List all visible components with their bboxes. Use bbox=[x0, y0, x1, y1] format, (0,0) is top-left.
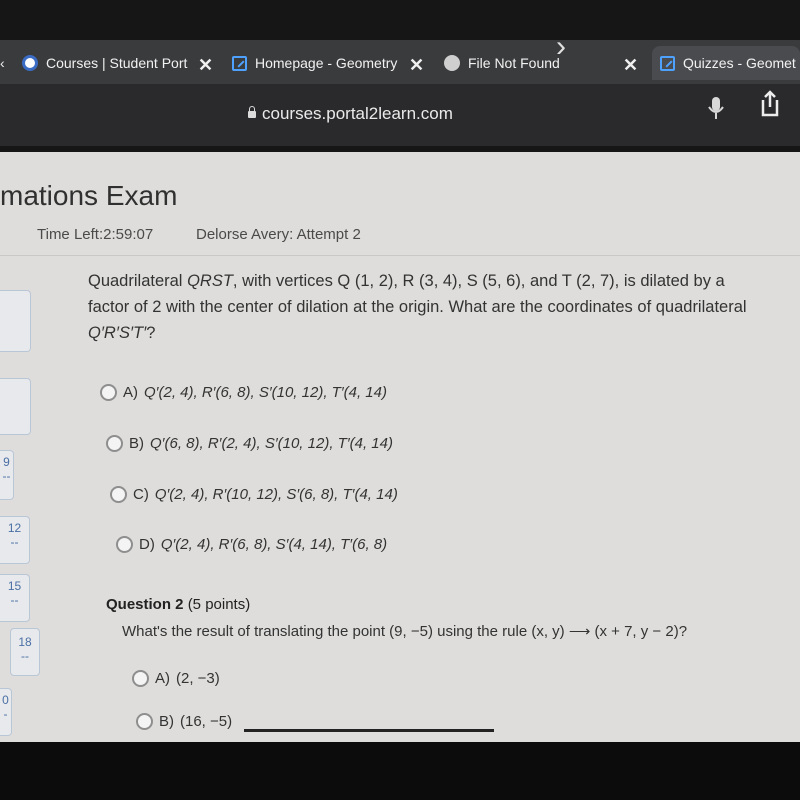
radio-button[interactable] bbox=[132, 670, 149, 687]
share-icon[interactable] bbox=[758, 88, 782, 118]
question-number: 0 bbox=[2, 693, 9, 707]
edit-favicon-icon bbox=[660, 56, 675, 71]
tab-label: Quizzes - Geomet bbox=[683, 55, 796, 71]
answer-option-a[interactable] bbox=[132, 670, 220, 687]
question-status: -- bbox=[10, 535, 19, 549]
microphone-icon[interactable] bbox=[706, 95, 726, 121]
tab-close-icon[interactable]: ✕ bbox=[623, 55, 639, 75]
radio-button[interactable] bbox=[116, 536, 133, 553]
lock-icon bbox=[248, 111, 256, 118]
option-text: (2, −3) bbox=[176, 670, 220, 687]
tab-label: Homepage - Geometry bbox=[255, 55, 398, 71]
globe-favicon-icon bbox=[444, 55, 460, 71]
question-nav-item[interactable] bbox=[0, 450, 14, 500]
question-2-heading bbox=[106, 596, 250, 613]
answer-option-c[interactable] bbox=[110, 486, 398, 503]
radio-button[interactable] bbox=[100, 384, 117, 401]
question-status: -- bbox=[2, 469, 11, 483]
edit-favicon-icon bbox=[232, 56, 247, 71]
divider bbox=[244, 729, 494, 732]
shape-name: Q′R′S′T′ bbox=[88, 324, 147, 342]
answer-option-b[interactable] bbox=[106, 435, 393, 452]
answer-option-a[interactable] bbox=[100, 384, 387, 401]
question-points: (5 points) bbox=[187, 596, 251, 613]
option-text: Q′(2, 4), R′(6, 8), S′(10, 12), T′(4, 14) bbox=[144, 384, 387, 401]
option-label: A) bbox=[123, 384, 138, 401]
question-1-text bbox=[88, 268, 748, 346]
question-nav-item[interactable] bbox=[0, 290, 31, 352]
answer-option-b[interactable] bbox=[136, 713, 232, 730]
answer-option-d[interactable] bbox=[116, 536, 387, 553]
option-text: Q′(2, 4), R′(6, 8), S′(4, 14), T′(6, 8) bbox=[160, 536, 388, 553]
question-text: , with vertices Q (1, 2), R (3, 4), S (5, 6), and T (2, 7), is dilated by a factor of 2 with the center of dilation at the origin. What are the coordinates of quadrilateral bbox=[88, 272, 747, 316]
question-number: 18 bbox=[18, 635, 32, 649]
tab-label: File Not Found bbox=[468, 55, 560, 71]
divider bbox=[0, 255, 800, 256]
option-text: Q′(6, 8), R′(2, 4), S′(10, 12), T′(4, 14) bbox=[150, 435, 393, 452]
question-text: Quadrilateral bbox=[88, 272, 188, 290]
question-nav-item[interactable] bbox=[0, 378, 31, 435]
attempt-info: Delorse Avery: Attempt 2 bbox=[196, 226, 361, 243]
question-nav-item[interactable] bbox=[0, 516, 30, 564]
question-status: -- bbox=[10, 593, 19, 607]
option-label: C) bbox=[133, 486, 149, 503]
forward-chevron-icon[interactable]: › bbox=[556, 30, 566, 63]
screen-bezel bbox=[0, 742, 800, 800]
question-number: Question 2 bbox=[106, 596, 184, 613]
question-nav-item[interactable] bbox=[0, 574, 30, 622]
portal-favicon-icon bbox=[22, 55, 38, 71]
radio-button[interactable] bbox=[136, 713, 153, 730]
tab-homepage-geometry[interactable] bbox=[232, 46, 404, 80]
question-status: - bbox=[3, 707, 8, 721]
tab-overflow[interactable]: ‹ bbox=[0, 55, 5, 71]
shape-name: QRST bbox=[187, 272, 233, 290]
question-number: 15 bbox=[7, 579, 22, 593]
option-text: (16, −5) bbox=[180, 713, 233, 730]
question-2-text: What's the result of translating the point (9, −5) using the rule (x, y) ⟶ (x + 7, y − 2)? bbox=[122, 623, 688, 640]
radio-button[interactable] bbox=[106, 435, 123, 452]
url-text: courses.portal2learn.com bbox=[262, 104, 453, 123]
tab-quizzes-geometry[interactable] bbox=[652, 46, 800, 80]
option-label: B) bbox=[129, 435, 144, 452]
radio-button[interactable] bbox=[110, 486, 127, 503]
question-text: ? bbox=[146, 324, 156, 342]
option-label: A) bbox=[155, 670, 170, 687]
question-number: 9 bbox=[3, 455, 10, 469]
question-number: 12 bbox=[7, 521, 22, 535]
tab-close-icon[interactable]: ✕ bbox=[198, 55, 214, 75]
address-bar[interactable] bbox=[248, 104, 453, 124]
option-text: Q′(2, 4), R′(10, 12), S′(6, 8), T′(4, 14) bbox=[154, 486, 398, 503]
time-left: Time Left:2:59:07 bbox=[37, 226, 154, 243]
tab-label: Courses | Student Port bbox=[46, 55, 188, 71]
option-label: B) bbox=[159, 713, 174, 730]
question-status: -- bbox=[21, 649, 29, 663]
tab-close-icon[interactable]: ✕ bbox=[409, 55, 425, 75]
option-label: D) bbox=[139, 536, 155, 553]
question-nav-item[interactable] bbox=[10, 628, 40, 676]
tab-file-not-found[interactable] bbox=[444, 46, 564, 80]
tab-courses[interactable] bbox=[22, 46, 190, 80]
question-nav-item[interactable] bbox=[0, 688, 12, 736]
page-title: mations Exam bbox=[0, 180, 178, 211]
